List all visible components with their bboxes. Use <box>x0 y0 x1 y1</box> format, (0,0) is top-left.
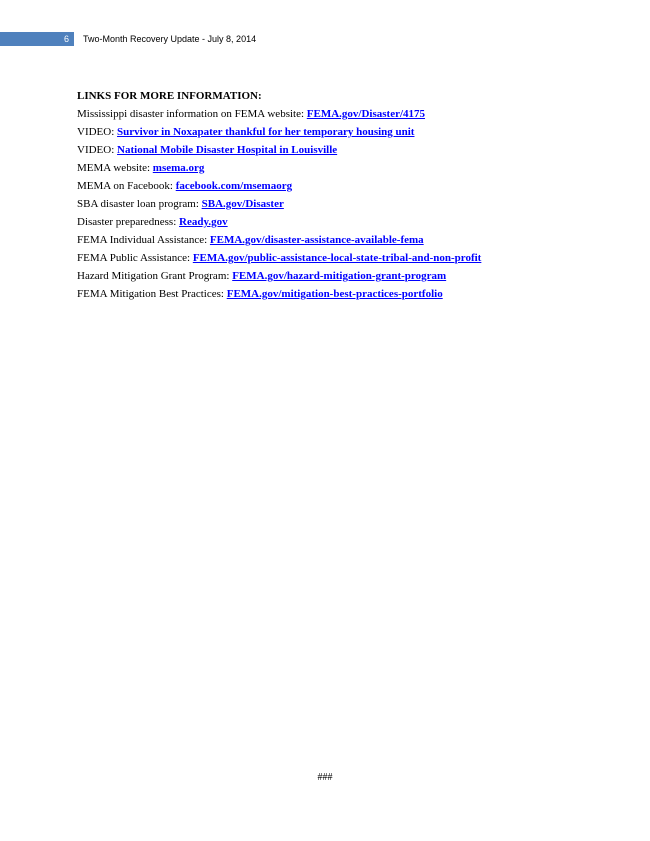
link-label: FEMA Public Assistance: <box>77 252 193 264</box>
individual-assistance-link[interactable]: FEMA.gov/disaster-assistance-available-fema <box>209 234 424 246</box>
link-label: MEMA website: <box>77 162 153 174</box>
link-label: Disaster preparedness: <box>77 216 180 228</box>
link-row-mitigation-practices <box>77 285 597 303</box>
link-list <box>77 105 597 303</box>
link-label: SBA disaster loan program: <box>77 198 202 210</box>
link-row-mema-website <box>77 159 597 177</box>
link-row-video-noxapater <box>77 123 597 141</box>
section-heading: LINKS FOR MORE INFORMATION: <box>77 90 262 102</box>
link-label: Hazard Mitigation Grant Program: <box>77 270 233 282</box>
public-assistance-link[interactable]: FEMA.gov/public-assistance-local-state-tribal-and-non-profit <box>192 252 482 264</box>
link-row-mema-facebook <box>77 177 597 195</box>
links-section <box>77 87 597 303</box>
sba-loan-link[interactable]: SBA.gov/Disaster <box>201 198 284 210</box>
link-label: FEMA Mitigation Best Practices: <box>77 288 227 300</box>
link-row-fema-disaster <box>77 105 597 123</box>
mitigation-practices-link[interactable]: FEMA.gov/mitigation-best-practices-portfolio <box>226 288 443 300</box>
link-row-public-assistance <box>77 249 597 267</box>
mema-website-link[interactable]: msema.org <box>152 162 205 174</box>
page-header <box>0 32 256 46</box>
link-row-individual-assistance <box>77 231 597 249</box>
video-noxapater-link[interactable]: Survivor in Noxapater thankful for her temporary housing unit <box>117 126 415 138</box>
fema-disaster-link[interactable]: FEMA.gov/Disaster/4175 <box>306 108 426 120</box>
link-row-hazard-mitigation <box>77 267 597 285</box>
link-label: VIDEO: <box>77 126 118 138</box>
header-title: Two-Month Recovery Update - July 8, 2014 <box>83 34 257 44</box>
mema-facebook-link[interactable]: facebook.com/msemaorg <box>175 180 293 192</box>
link-row-video-hospital <box>77 141 597 159</box>
link-row-preparedness <box>77 213 597 231</box>
link-row-sba-loan <box>77 195 597 213</box>
ready-gov-link[interactable]: Ready.gov <box>179 216 228 228</box>
link-label: VIDEO: <box>77 144 118 156</box>
video-hospital-link[interactable]: National Mobile Disaster Hospital in Louisville <box>117 144 338 156</box>
link-label: FEMA Individual Assistance: <box>77 234 210 246</box>
hazard-mitigation-link[interactable]: FEMA.gov/hazard-mitigation-grant-program <box>232 270 447 282</box>
page-number: 6 <box>0 32 74 46</box>
link-label: Mississippi disaster information on FEMA website: <box>77 108 307 120</box>
end-mark: ### <box>317 772 333 783</box>
link-label: MEMA on Facebook: <box>77 180 176 192</box>
